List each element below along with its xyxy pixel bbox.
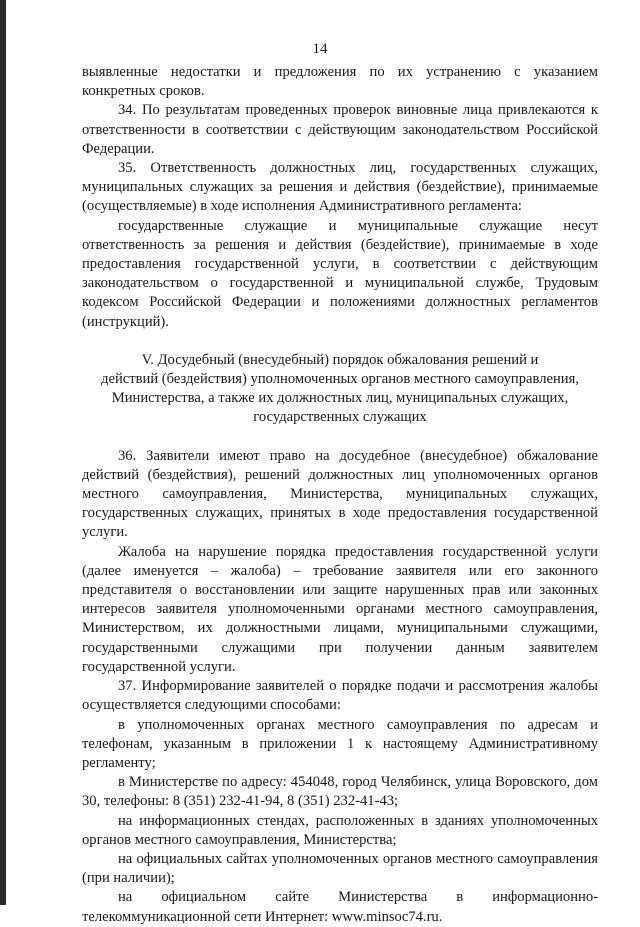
section-title — [82, 351, 598, 428]
paragraph: в Министерстве по адресу: 454048, город Челябинск, улица Воровского, дом 30, телефоны: 8 (351) 232-41-94, 8 (351) 232-41-43; — [82, 774, 598, 810]
section-title-line: государственных служащих — [253, 409, 427, 426]
paragraph: Жалоба на нарушение порядка предоставления государственной услуги (далее именуется – жалоба) – требование заявителя или его законного представителя о восстановлении или защите нарушенных прав или законных интересов заявителя уполномоченными органами местного самоуправления, Министерством, их должностными лицами, муниципальными служащими, государственными служащими при получении данным заявителем государственной услуги. — [82, 543, 598, 675]
paragraph: в уполномоченных органах местного самоуправления по адресам и телефонам, указанным в приложении 1 к настоящему Административному регламенту; — [82, 716, 598, 771]
section-title-line: V. Досудебный (внесудебный) порядок обжалования решений и — [141, 351, 539, 368]
paragraphs-after-section — [82, 447, 598, 927]
paragraph: выявленные недостатки и предложения по их устранению с указанием конкретных сроков. — [82, 64, 598, 100]
section-title-line: действий (бездействия) уполномоченных органов местного самоуправления, — [101, 371, 579, 388]
paragraph: на официальных сайтах уполномоченных органов местного самоуправления (при наличии); — [82, 850, 598, 887]
paragraph: 34. По результатам проведенных проверок виновные лица привлекаются к ответственности в соответствии с действующим законодательством Российской Федерации. — [82, 102, 598, 157]
paragraph: государственные служащие и муниципальные служащие несут ответственность за решения и действия (бездействие), принимаемые в ходе предоставления государственной услуги, в соответствии с действующим законодательством о государственной и муниципальной службе, Трудовым кодексом Российской Федерации и положениями должностных регламентов (инструкций). — [82, 217, 598, 330]
section-title-line: Министерства, а также их должностных лиц, муниципальных служащих, — [111, 390, 569, 407]
document-body — [82, 63, 598, 927]
paragraph: 37. Информирование заявителей о порядке подачи и рассмотрения жалобы осуществляется следующими способами: — [82, 678, 598, 714]
page-number: 14 — [312, 41, 328, 57]
paragraph: на официальном сайте Министерства в информационно-телекоммуникационной сети Интернет: www.minsoc74.ru. — [82, 889, 598, 925]
scan-edge — [0, 0, 6, 905]
paragraph: на информационных стендах, расположенных в зданиях уполномоченных органов местного самоуправления, Министерства; — [82, 812, 598, 848]
paragraph: 35. Ответственность должностных лиц, государственных служащих, муниципальных служащих за решения и действия (бездействие), принимаемые (осуществляемые) в ходе исполнения Административного регламента: — [82, 160, 598, 215]
paragraph: 36. Заявители имеют право на досудебное (внесудебное) обжалование действий (бездействия), решений должностных лиц уполномоченных органов местного самоуправления, Министерства, муниципальных служащих, государственных служащих, принятых в ходе предоставления государственной услуги. — [82, 447, 598, 541]
paragraphs-before-section — [82, 63, 598, 332]
